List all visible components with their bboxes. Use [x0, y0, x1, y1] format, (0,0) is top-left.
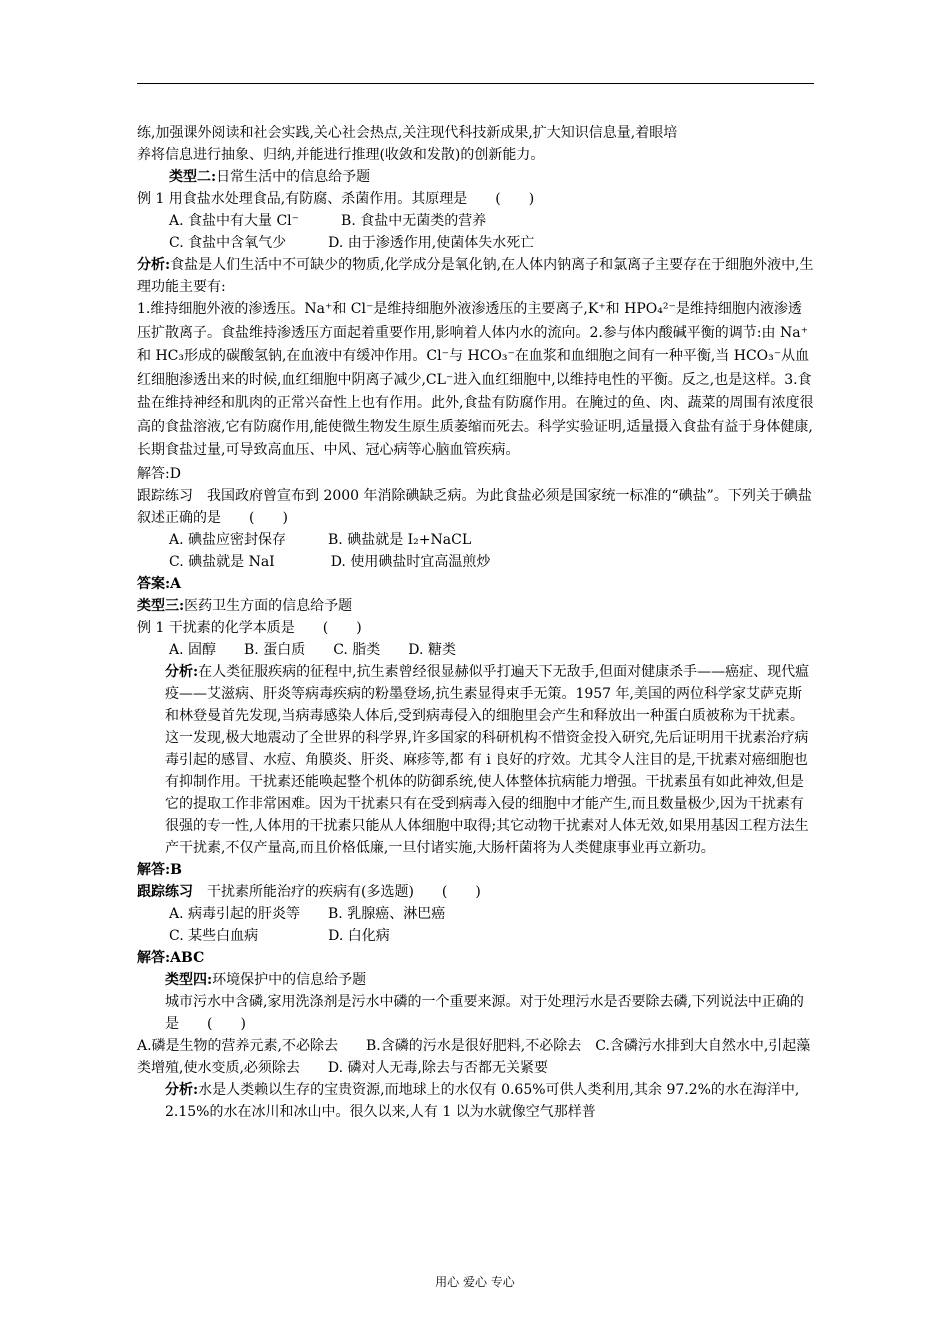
options: C. 碘盐就是 NaI D. 使用碘盐时宜高温煎炒 — [169, 553, 491, 570]
options: A. 食盐中有大量 Cl⁻ B. 食盐中无菌类的营养 — [169, 213, 487, 229]
options: A. 病毒引起的肝炎等 B. 乳腺癌、淋巴癌 — [169, 905, 446, 922]
analysis-text: 食盐是人们生活中不可缺少的物质,化学成分是氧化钠,在人体内钠离子和氯离子主要存在于细胞外液中,生理功能主要有: — [137, 257, 814, 295]
analysis-text: 水是人类赖以生存的宝贵资源,而地球上的水仅有 0.65%可供人类利用,其余 97.2%的水在海洋中, 2.15%的水在冰川和冰山中。很久以来,人有 1 以为水就像空气那样普 — [165, 1081, 800, 1120]
type-label: 类型三: — [137, 597, 185, 614]
analysis-label: 分析: — [137, 257, 171, 273]
analysis-text: 在人类征服疾病的征程中,抗生素曾经很显赫似乎打遍天下无敌手,但面对健康杀手——癌症、现代瘟疫——艾滋病、肝炎等病毒疾病的粉墨登场,抗生素显得束手无策。1957 年,美国的两位科学家艾萨克斯和林登曼首先发现,当病毒感染人体后,受到病毒侵入的细胞里会产生和释放出一种蛋白质被称为干扰素。这一发现,极大地震动了全世界的科学界,许多国家的科研机构不惜资金投入研究,先后证明用干扰素治疗病毒引起的感冒、水痘、角膜炎、肝炎、麻疹等,都 有 i 良好的疗效。尤其令人注目的是,干扰素对癌细胞也有抑制作用。干扰素还能唤起整个机体的防御系统,使人体整体抗病能力增强。干扰素虽有如此神效,但是它的提取工作非常困难。因为干扰素只有在受到病毒入侵的细胞中才能产生,而且数量极少,因为干扰素有很强的专一性,人体用的干扰素只能从人体细胞中取得;其它动物干扰素对人体无效,如果用基因工程方法生产干扰素,不仅产量高,而且价格低廉,一旦付诸实施,大肠杆菌将为人类健康事业再立新功。 — [165, 663, 810, 856]
analysis-label: 分析: — [165, 1081, 199, 1098]
type-title: 环境保护中的信息给予题 — [212, 971, 367, 988]
type-label: 类型二: — [169, 169, 217, 185]
analysis — [137, 254, 814, 298]
practice — [137, 881, 814, 903]
options: A. 碘盐应密封保存 B. 碘盐就是 I₂+NaCL — [169, 531, 472, 548]
type-label: 类型四: — [165, 971, 213, 988]
analysis-label: 分析: — [165, 663, 199, 680]
answer: 解答:B — [137, 861, 183, 878]
answer: 解答:ABC — [137, 949, 205, 966]
question: 例 1 用食盐水处理食品,有防腐、杀菌作用。其原理是 ( ) — [137, 191, 535, 207]
section-heading — [137, 166, 814, 188]
header-rule — [137, 83, 814, 84]
answer: 解答:D — [137, 465, 181, 482]
analysis — [137, 661, 814, 859]
page-footer: 用心 爱心 专心 — [435, 1275, 515, 1289]
options: C. 食盐中含氧气少 D. 由于渗透作用,使菌体失水死亡 — [169, 235, 535, 251]
document-body — [137, 122, 814, 1123]
analysis — [137, 1079, 814, 1123]
section-heading — [137, 969, 814, 991]
type-title: 医药卫生方面的信息给予题 — [184, 597, 353, 614]
type-title: 日常生活中的信息给予题 — [216, 169, 371, 185]
options: C. 某些白血病 D. 白化病 — [169, 927, 390, 944]
paragraph: 练,加强课外阅读和社会实践,关心社会热点,关注现代科技新成果,扩大知识信息量,着眼培 — [137, 125, 678, 141]
practice-label: 跟踪练习 — [137, 883, 193, 900]
paragraph: 养将信息进行抽象、归纳,并能进行推理(收敛和发散)的创新能力。 — [137, 147, 545, 163]
practice-text: 干扰素所能治疗的疾病有(多选题) ( ) — [193, 883, 481, 900]
section-heading — [137, 595, 814, 617]
analysis-body: 1.维持细胞外液的渗透压。Na⁺和 Cl⁻是维持细胞外液渗透压的主要离子,K⁺和 HPO₄²⁻是维持细胞内液渗透压扩散离子。食盐维持渗透压方面起着重要作用,影响着人体内水的流向。2.参与体内酸碱平衡的调节:由 Na⁺和 HC₃形成的碳酸氢钠,在血液中有缓冲作用。Cl⁻与 HCO₃⁻在血浆和血细胞之间有一种平衡,当 HCO₃⁻从血红细胞渗透出来的时候,血红细胞中阴离子减少,CL⁻进入血红细胞中,以维持电性的平衡。反之,也是这样。3.食盐在维持神经和肌肉的正常兴奋性上也有作用。此外,食盐有防腐作用。在腌过的鱼、肉、蔬菜的周围有浓度很高的食盐溶液,它有防腐作用,能使微生物发生原生质萎缩而死去。科学实验证明,适量摄入食盐有益于身体健康,长期食盐过量,可导致高血压、中风、冠心病等心脑血管疾病。 — [137, 301, 814, 458]
question: 城市污水中含磷,家用洗涤剂是污水中磷的一个重要来源。对于处理污水是否要除去磷,下列说法中正确的是 ( ) — [165, 993, 804, 1032]
practice: 跟踪练习 我国政府曾宣布到 2000 年消除碘缺乏病。为此食盐必须是国家统一标准的“碘盐”。下列关于碘盐叙述正确的是 ( ) — [137, 487, 812, 526]
answer: 答案:A — [137, 575, 182, 592]
question: 例 1 干扰素的化学本质是 ( ) — [137, 619, 362, 636]
options: A. 固醇 B. 蛋白质 C. 脂类 D. 糖类 — [169, 641, 456, 658]
options: A.磷是生物的营养元素,不必除去 B.含磷的污水是很好肥料,不必除去 C.含磷污水排到大自然水中,引起藻类增殖,使水变质,必须除去 D. 磷对人无毒,除去与否都无关紧要 — [137, 1037, 811, 1076]
